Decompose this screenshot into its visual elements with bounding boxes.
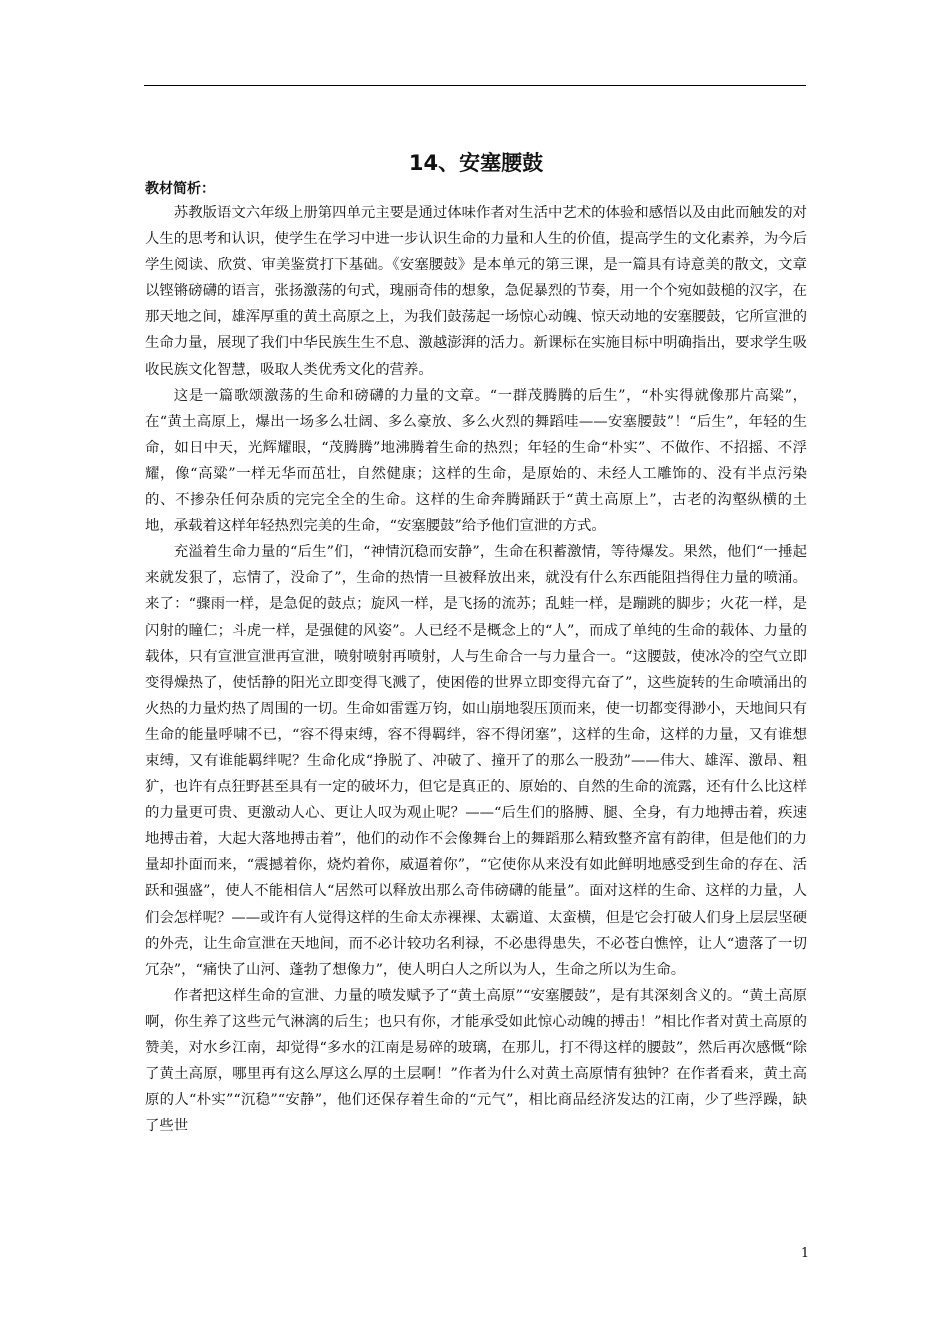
header-rule: [144, 85, 806, 86]
paragraph-1: 苏教版语文六年级上册第四单元主要是通过体味作者对生活中艺术的体验和感悟以及由此而触发的对人生的思考和认识，使学生在学习中进一步认识生命的力量和人生的价值，提高学生的文化素养，为今后学生阅读、欣赏、审美鉴赏打下基础。《安塞腰鼓》是本单元的第三课，是一篇具有诗意美的散文，文章以铿锵磅礴的语言，张扬激荡的句式，瑰丽奇伟的想象，急促暴烈的节奏，用一个个宛如鼓槌的汉字，在那天地之间，雄浑厚重的黄土高原之上，为我们鼓荡起一场惊心动魄、惊天动地的安塞腰鼓，它所宣泄的生命力量，展现了我们中华民族生生不息、激越澎湃的活力。新课标在实施目标中明确指出，要求学生吸收民族文化智慧，吸取人类优秀文化的营养。: [145, 205, 807, 378]
paragraph-4: 作者把这样生命的宣泄、力量的喷发赋予了“黄土高原”“安塞腰鼓”，是有其深刻含义的。“黄土高原啊，你生养了这些元气淋漓的后生；也只有你，才能承受如此惊心动魄的搏击！”相比作者对黄土高原的赞美，对水乡江南，却觉得“多水的江南是易碎的玻璃，在那儿，打不得这样的腰鼓”，然后再次感慨“除了黄土高原，哪里再有这么厚这么厚的土层啊！”作者为什么对黄土高原情有独钟？在作者看来，黄土高原的人“朴实”“沉稳”“安静”，他们还保存着生命的“元气”，相比商品经济发达的江南，少了些浮躁，缺了些世: [145, 987, 807, 1135]
paragraph-2: 这是一篇歌颂激荡的生命和磅礴的力量的文章。“一群茂腾腾的后生”，“朴实得就像那片高粱”，在“黄土高原上，爆出一场多么壮阔、多么豪放、多么火烈的舞蹈哇——安塞腰鼓”！“后生”，年轻的生命，如日中天，光辉耀眼，“茂腾腾”地沸腾着生命的热烈；年轻的生命“朴实”、不做作、不招摇、不浮耀，像“高粱”一样无华而茁壮，自然健康；这样的生命，是原始的、未经人工雕饰的、没有半点污染的、不掺杂任何杂质的完完全全的生命。这样的生命奔腾踊跃于“黄土高原上”，古老的沟壑纵横的土地，承载着这样年轻热烈完美的生命，“安塞腰鼓”给予他们宣泄的方式。: [145, 387, 807, 535]
document-body: [145, 150, 807, 1139]
paragraph-3: 充溢着生命力量的“后生”们，“神情沉稳而安静”，生命在积蓄激情，等待爆发。果然，他们“一捶起来就发狠了，忘情了，没命了”，生命的热情一旦被释放出来，就没有什么东西能阻挡得住力量的喷涌。来了：“骤雨一样，是急促的鼓点；旋风一样，是飞扬的流苏；乱蛙一样，是蹦跳的脚步；火花一样，是闪射的瞳仁；斗虎一样，是强健的风姿”。人已经不是概念上的“人”，而成了单纯的生命的载体、力量的载体，只有宣泄宣泄再宣泄，喷射喷射再喷射，人与生命合一与力量合一。“这腰鼓，使冰冷的空气立即变得燥热了，使恬静的阳光立即变得飞溅了，使困倦的世界立即变得亢奋了”，这些旋转的生命喷涌出的火热的力量灼热了周围的一切。生命如雷霆万钧，如山崩地裂压顶而来，使一切都变得渺小，天地间只有生命的能量呼啸不已，“容不得束缚，容不得羁绊，容不得闭塞”，这样的生命，这样的力量，又有谁想束缚，又有谁能羁绊呢？生命化成“挣脱了、冲破了、撞开了的那么一股劲”——伟大、雄浑、激昂、粗犷，也许有点狂野甚至具有一定的破坏力，但它是真正的、原始的、自然的生命的流露，还有什么比这样的力量更可贵、更激动人心、更让人叹为观止呢？——“后生们的胳膊、腿、全身，有力地搏击着，疾速地搏击着，大起大落地搏击着”，他们的动作不会像舞台上的舞蹈那么精致整齐富有韵律，但是他们的力量却扑面而来，“震撼着你，烧灼着你，威逼着你”，“它使你从来没有如此鲜明地感受到生命的存在、活跃和强盛”，使人不能相信人“居然可以释放出那么奇伟磅礴的能量”。面对这样的生命、这样的力量，人们会怎样呢？——或许有人觉得这样的生命太赤裸裸、太霸道、太蛮横，但是它会打破人们身上层层坚硬的外壳，让生命宣泄在天地间，而不必计较功名利禄，不必患得患失，不必苍白憔悴，让人“遗落了一切冗杂”，“痛快了山河、蓬勃了想像力”，使人明白人之所以为人，生命之所以为生命。: [145, 544, 807, 978]
document-title: 14、安塞腰鼓: [408, 151, 544, 175]
page-number: 1: [800, 1246, 810, 1261]
section-heading: 教材简析：: [145, 181, 215, 197]
